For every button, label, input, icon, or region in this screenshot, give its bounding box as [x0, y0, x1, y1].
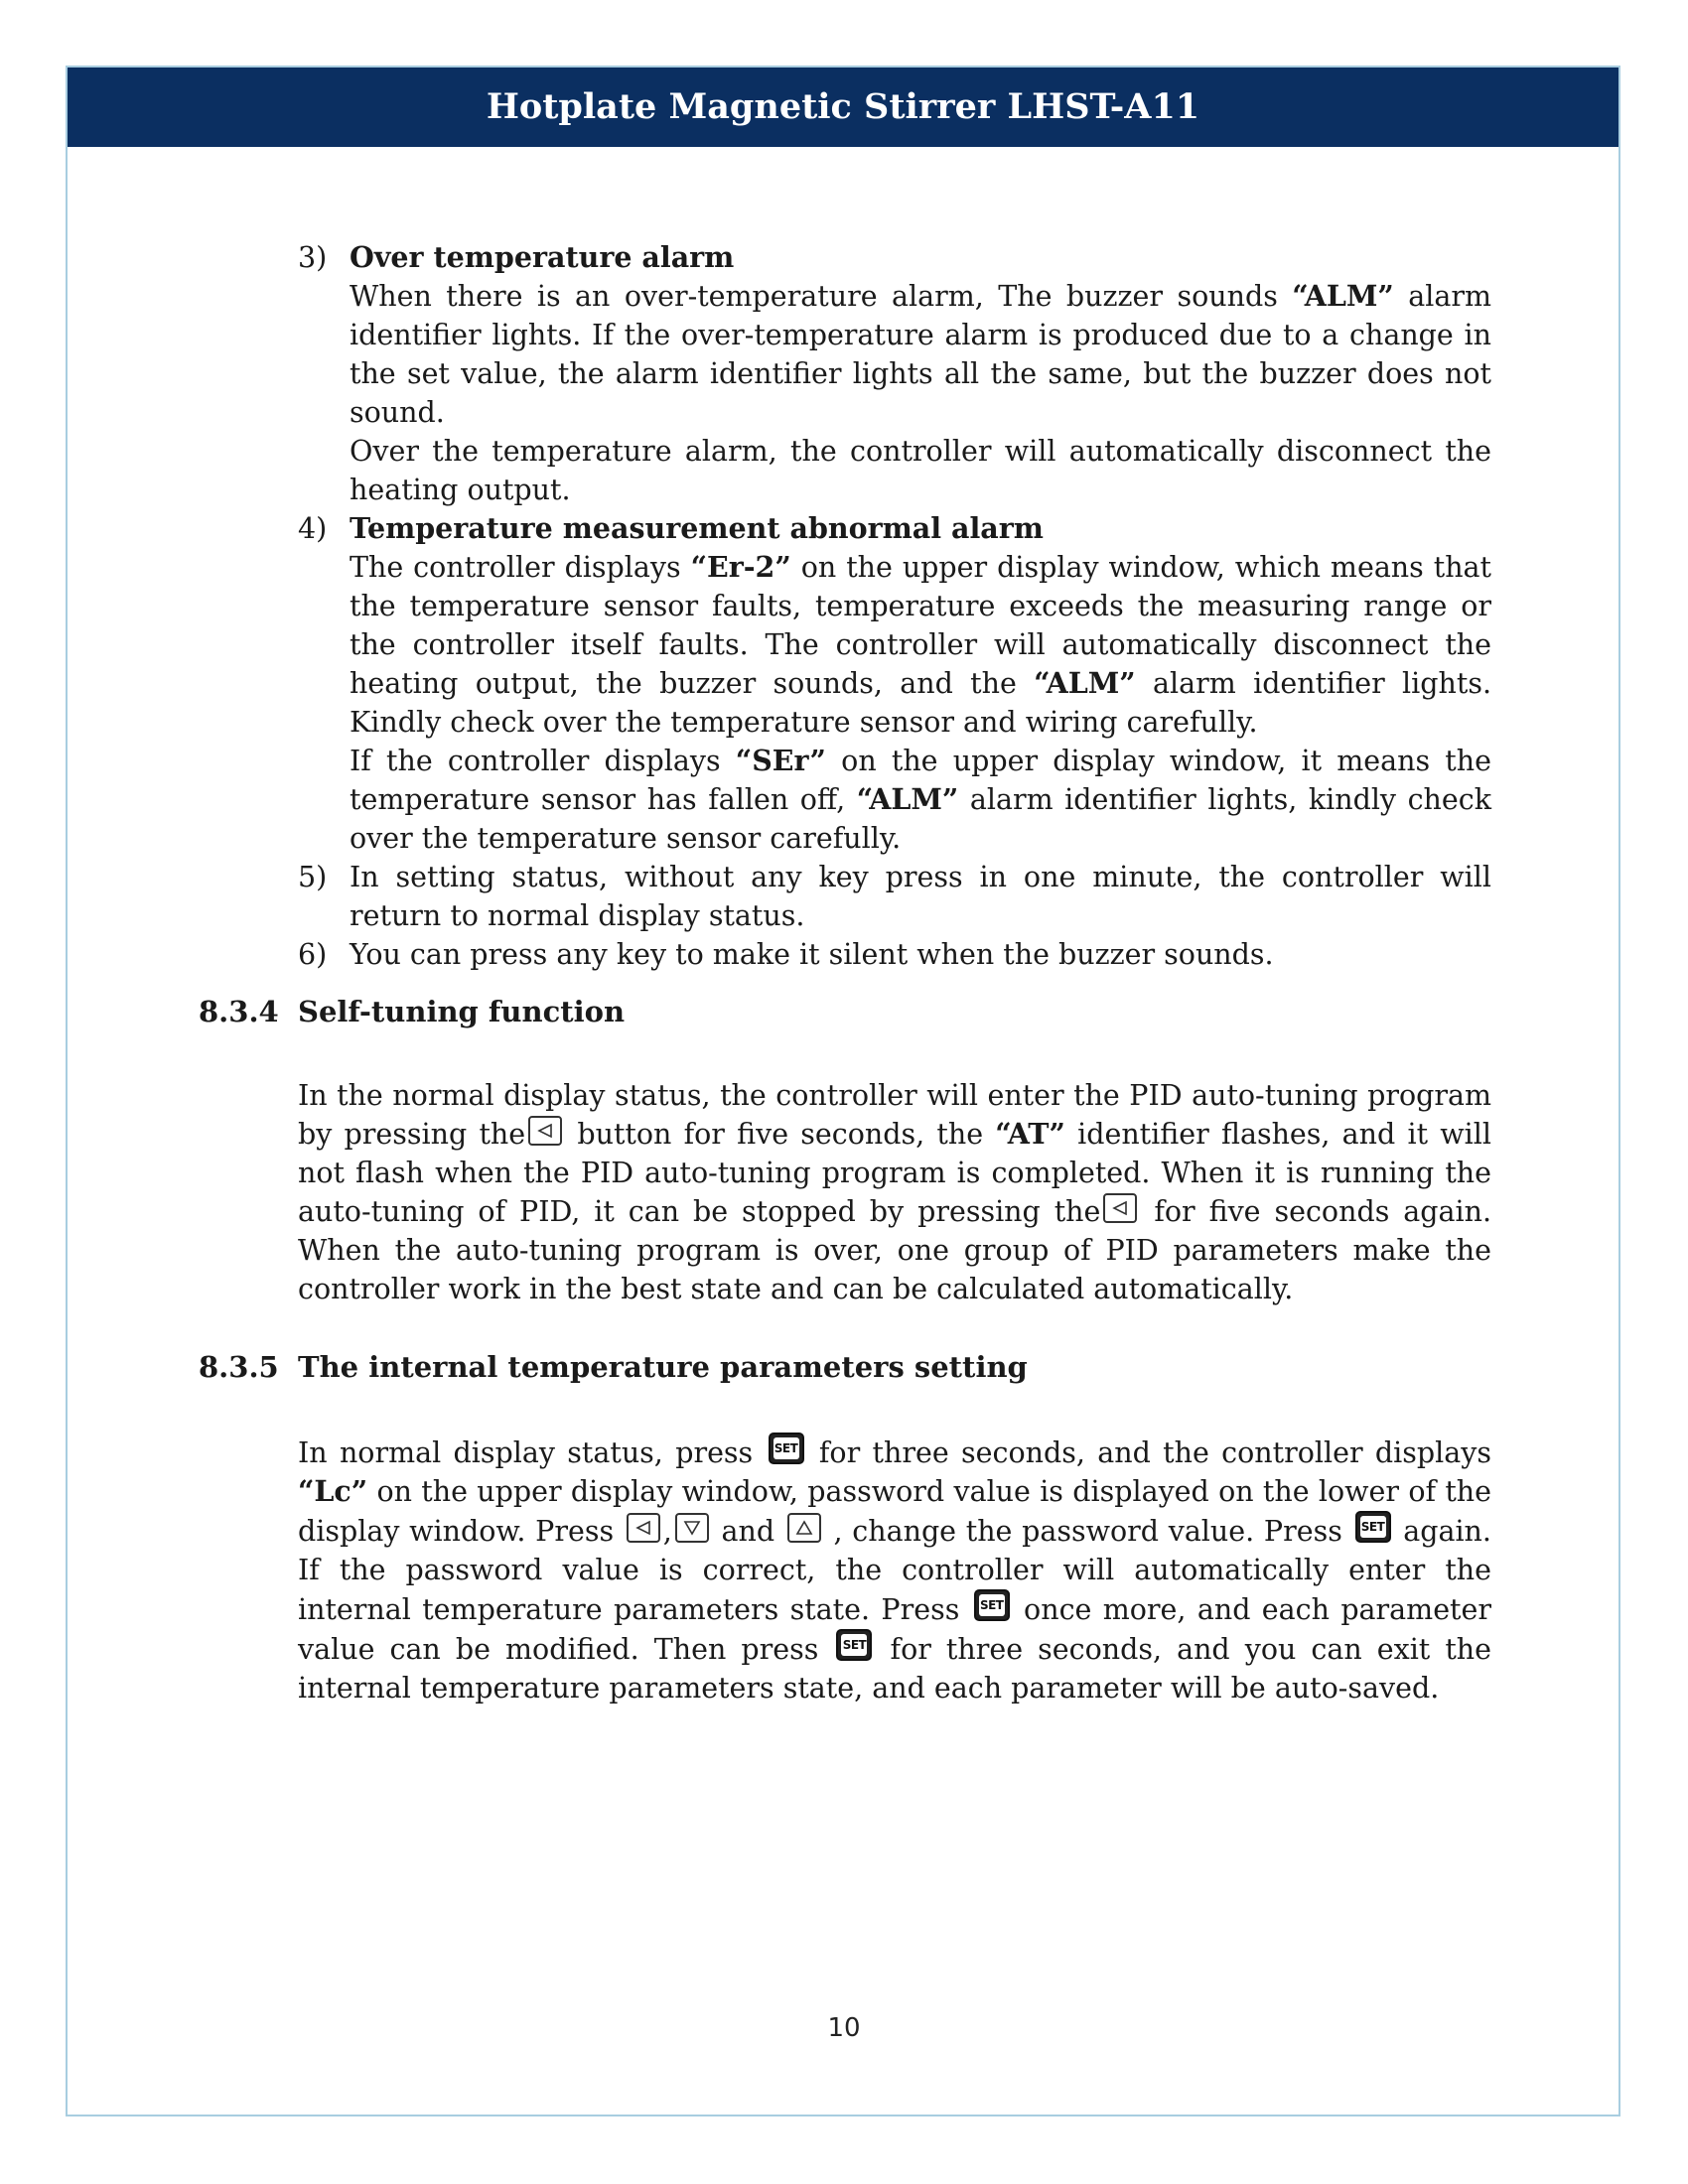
- text-run: on the upper display window, which means that the temperature sensor faults, temperature exceeds the measuring range or the controller itself faults. The controller will automatically disconnect the heating output, the buzzer sounds, and the: [350, 551, 1491, 700]
- section-title: The internal temperature parameters setting: [298, 1350, 1028, 1384]
- text-run: alarm identifier lights. Kindly check over the temperature sensor and wiring carefully.: [350, 667, 1492, 739]
- set-key-label: SET: [841, 1634, 867, 1656]
- left-arrow-key-icon: [528, 1116, 562, 1146]
- item-paragraph: You can press any key to make it silent when the buzzer sounds.: [350, 938, 1274, 971]
- text-run: alarm identifier lights. If the over-temperature alarm is produced due to a change in the set value, the alarm identifier lights all the same, but the buzzer does not sound.: [350, 280, 1491, 429]
- set-key-icon: [974, 1589, 1010, 1621]
- item-paragraph: [350, 742, 1491, 858]
- item-paragraph: [350, 548, 1491, 742]
- up-arrow-key-icon: [787, 1513, 821, 1543]
- text-run: The controller displays: [350, 551, 691, 584]
- text-run: and: [711, 1515, 784, 1548]
- section-number: 8.3.5: [199, 1350, 279, 1384]
- set-key-label: SET: [774, 1437, 799, 1459]
- list-item: [298, 858, 1491, 935]
- bold-code: “Lc”: [298, 1474, 368, 1508]
- text-run: button for five seconds, the: [565, 1118, 996, 1151]
- alarm-list: [298, 238, 1491, 974]
- left-arrow-key-icon: [1103, 1193, 1137, 1223]
- self-tuning-paragraph: [298, 1076, 1491, 1308]
- text-run: If the controller displays: [350, 745, 736, 777]
- section-heading-8-3-4: [199, 995, 625, 1028]
- section-heading-8-3-5: [199, 1350, 1028, 1384]
- internal-params-paragraph: [298, 1433, 1491, 1707]
- text-run: for three seconds, and you can exit the internal temperature parameters state, and each parameter will be auto-saved.: [298, 1633, 1491, 1705]
- text-run: When there is an over-temperature alarm, The buzzer sounds: [350, 280, 1293, 313]
- page-number: 10: [827, 2013, 861, 2043]
- bold-code: “Er-2”: [690, 550, 791, 584]
- list-item: [298, 509, 1491, 858]
- text-run: on the upper display window, password value is displayed on the lower of the display window. Press: [298, 1475, 1491, 1548]
- list-number: 5): [298, 861, 328, 893]
- text-run: ,: [662, 1515, 672, 1548]
- item-paragraph: [350, 277, 1491, 432]
- list-number: 3): [298, 241, 328, 274]
- set-key-icon: [769, 1433, 804, 1464]
- set-key-icon: [836, 1629, 872, 1661]
- item-paragraph: Over the temperature alarm, the controller will automatically disconnect the heating output.: [350, 435, 1491, 506]
- item-title: Temperature measurement abnormal alarm: [350, 511, 1044, 545]
- item-title: Over temperature alarm: [350, 240, 735, 274]
- text-run: alarm identifier lights, kindly check over the temperature sensor carefully.: [350, 783, 1491, 855]
- list-number: 4): [298, 512, 328, 545]
- text-run: on the upper display window, it means the temperature sensor has fallen off,: [350, 745, 1491, 816]
- text-run: , change the password value. Press: [823, 1515, 1352, 1548]
- bold-code: “SEr”: [735, 744, 826, 777]
- text-run: again. If the password value is correct, the controller will automatically enter the internal temperature parameters state. Press: [298, 1515, 1491, 1626]
- set-key-label: SET: [979, 1594, 1005, 1616]
- list-number: 6): [298, 938, 328, 971]
- bold-code: “ALM”: [856, 782, 959, 816]
- bold-code: “AT”: [995, 1117, 1065, 1151]
- text-run: once more, and each parameter value can be modified. Then press: [298, 1593, 1492, 1666]
- text-run: for three seconds, and the controller displays: [806, 1436, 1491, 1469]
- list-item: [298, 935, 1491, 974]
- text-run: In the normal display status, the controller will enter the PID auto-tuning program by pressing the: [298, 1079, 1491, 1151]
- down-arrow-key-icon: [675, 1513, 709, 1543]
- page-header: Hotplate Magnetic Stirrer LHST-A11: [68, 68, 1618, 147]
- set-key-icon: [1355, 1511, 1391, 1543]
- item-paragraph: In setting status, without any key press in one minute, the controller will return to normal display status.: [350, 861, 1491, 932]
- text-run: In normal display status, press: [298, 1436, 766, 1469]
- bold-code: “ALM”: [1034, 666, 1136, 700]
- set-key-label: SET: [1360, 1516, 1386, 1538]
- list-item: [298, 238, 1491, 509]
- text-run: identifier flashes, and it will not flash when the PID auto-tuning program is completed. When it is running the auto-tuning of PID, it can be stopped by pressing the: [298, 1118, 1491, 1228]
- text-run: for five seconds again. When the auto-tuning program is over, one group of PID parameters make the controller work in the best state and can be calculated automatically.: [298, 1195, 1491, 1305]
- section-number: 8.3.4: [199, 995, 279, 1028]
- bold-code: “ALM”: [1292, 279, 1394, 313]
- section-title: Self-tuning function: [298, 995, 626, 1028]
- left-arrow-key-icon: [627, 1513, 660, 1543]
